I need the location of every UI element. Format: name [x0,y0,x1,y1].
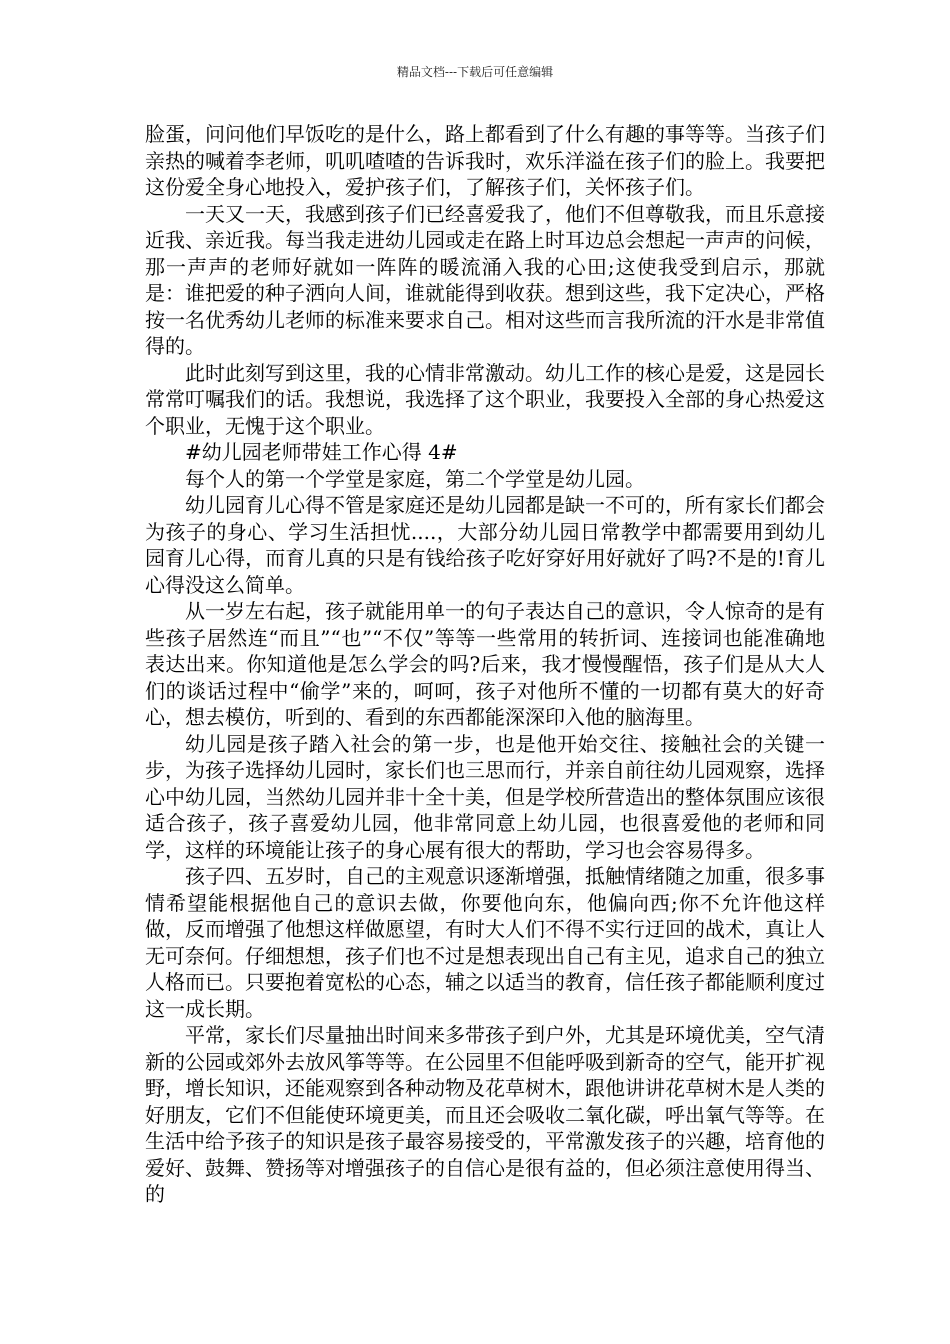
paragraph: 平常，家长们尽量抽出时间来多带孩子到户外，尤其是环境优美，空气清新的公园或郊外去放风筝等等。在公园里不但能呼吸到新奇的空气，能开扩视野，增长知识，还能观察到各种动物及花草树木，跟他讲讲花草树木是人类的好朋友，它们不但能使环境更美，而且还会吸收二氧化碳，呼出氧气等等。在生活中给予孩子的知识是孩子最容易接受的，平常激发孩子的兴趣，培育他的爱好、鼓舞、赞扬等对增强孩子的自信心是很有益的，但必须注意使用得当、的 [145,1023,825,1206]
paragraph: 幼儿园是孩子踏入社会的第一步，也是他开始交往、接触社会的关键一步，为孩子选择幼儿园时，家长们也三思而行，并亲自前往幼儿园观察，选择心中幼儿园，当然幼儿园并非十全十美，但是学校所营造出的整体氛围应该很适合孩子，孩子喜爱幼儿园，他非常同意上幼儿园，也很喜爱他的老师和同学，这样的环境能让孩子的身心展有很大的帮助，学习也会容易得多。 [145,731,825,862]
paragraph: 此时此刻写到这里，我的心情非常激动。幼儿工作的核心是爱，这是园长常常叮嘱我们的话。我想说，我选择了这个职业，我要投入全部的身心热爱这个职业，无愧于这个职业。 [145,360,825,438]
document-body [145,121,825,1208]
paragraph: 每个人的第一个学堂是家庭，第二个学堂是幼儿园。 [185,466,645,491]
section-heading: #幼儿园老师带娃工作心得 4# [185,440,458,464]
paragraph: 从一岁左右起，孩子就能用单一的句子表达自己的意识，令人惊奇的是有些孩子居然连“而且”“也”“不仅”等等一些常用的转折词、连接词也能准确地表达出来。你知道他是怎么学会的吗?后来，我才慢慢醒悟，孩子们是从大人们的谈话过程中“偷学”来的，呵呵，孩子对他所不懂的一切都有莫大的好奇心，想去模仿，听到的、看到的东西都能深深印入他的脑海里。 [145,599,825,729]
paragraph: 孩子四、五岁时，自己的主观意识逐渐增强，抵触情绪随之加重，很多事情希望能根据他自己的意识去做，你要他向东，他偏向西;你不允许他这样做，反而增强了他想这样做愿望，有时大人们不得不实行迂回的战术，真让人无可奈何。仔细想想，孩子们也不过是想表现出自己有主见，追求自己的独立人格而已。只要抱着宽松的心态，辅之以适当的教育，信任孩子都能顺利度过这一成长期。 [145,864,825,1021]
paragraph: 幼儿园育儿心得不管是家庭还是幼儿园都是缺一不可的，所有家长们都会为孩子的身心、学习生活担忧....，大部分幼儿园日常教学中都需要用到幼儿园育儿心得，而育儿真的只是有钱给孩子吃好穿好用好就好了吗?不是的!育儿心得没这么简单。 [145,493,825,597]
paragraph: 一天又一天，我感到孩子们已经喜爱我了，他们不但尊敬我，而且乐意接近我、亲近我。每当我走进幼儿园或走在路上时耳边总会想起一声声的问候，那一声声的老师好就如一阵阵的暖流涌入我的心田;这使我受到启示，那就是：谁把爱的种子洒向人间，谁就能得到收获。想到这些，我下定决心，严格按一名优秀幼儿老师的标准来要求自己。相对这些而言我所流的汗水是非常值得的。 [145,201,825,358]
page-header: 精品文档---下载后可任意编辑 [396,65,554,79]
paragraph: 脸蛋，问问他们早饭吃的是什么，路上都看到了什么有趣的事等等。当孩子们亲热的喊着李老师，叽叽喳喳的告诉我时，欢乐洋溢在孩子们的脸上。我要把这份爱全身心地投入，爱护孩子们，了解孩子们，关怀孩子们。 [145,122,825,199]
